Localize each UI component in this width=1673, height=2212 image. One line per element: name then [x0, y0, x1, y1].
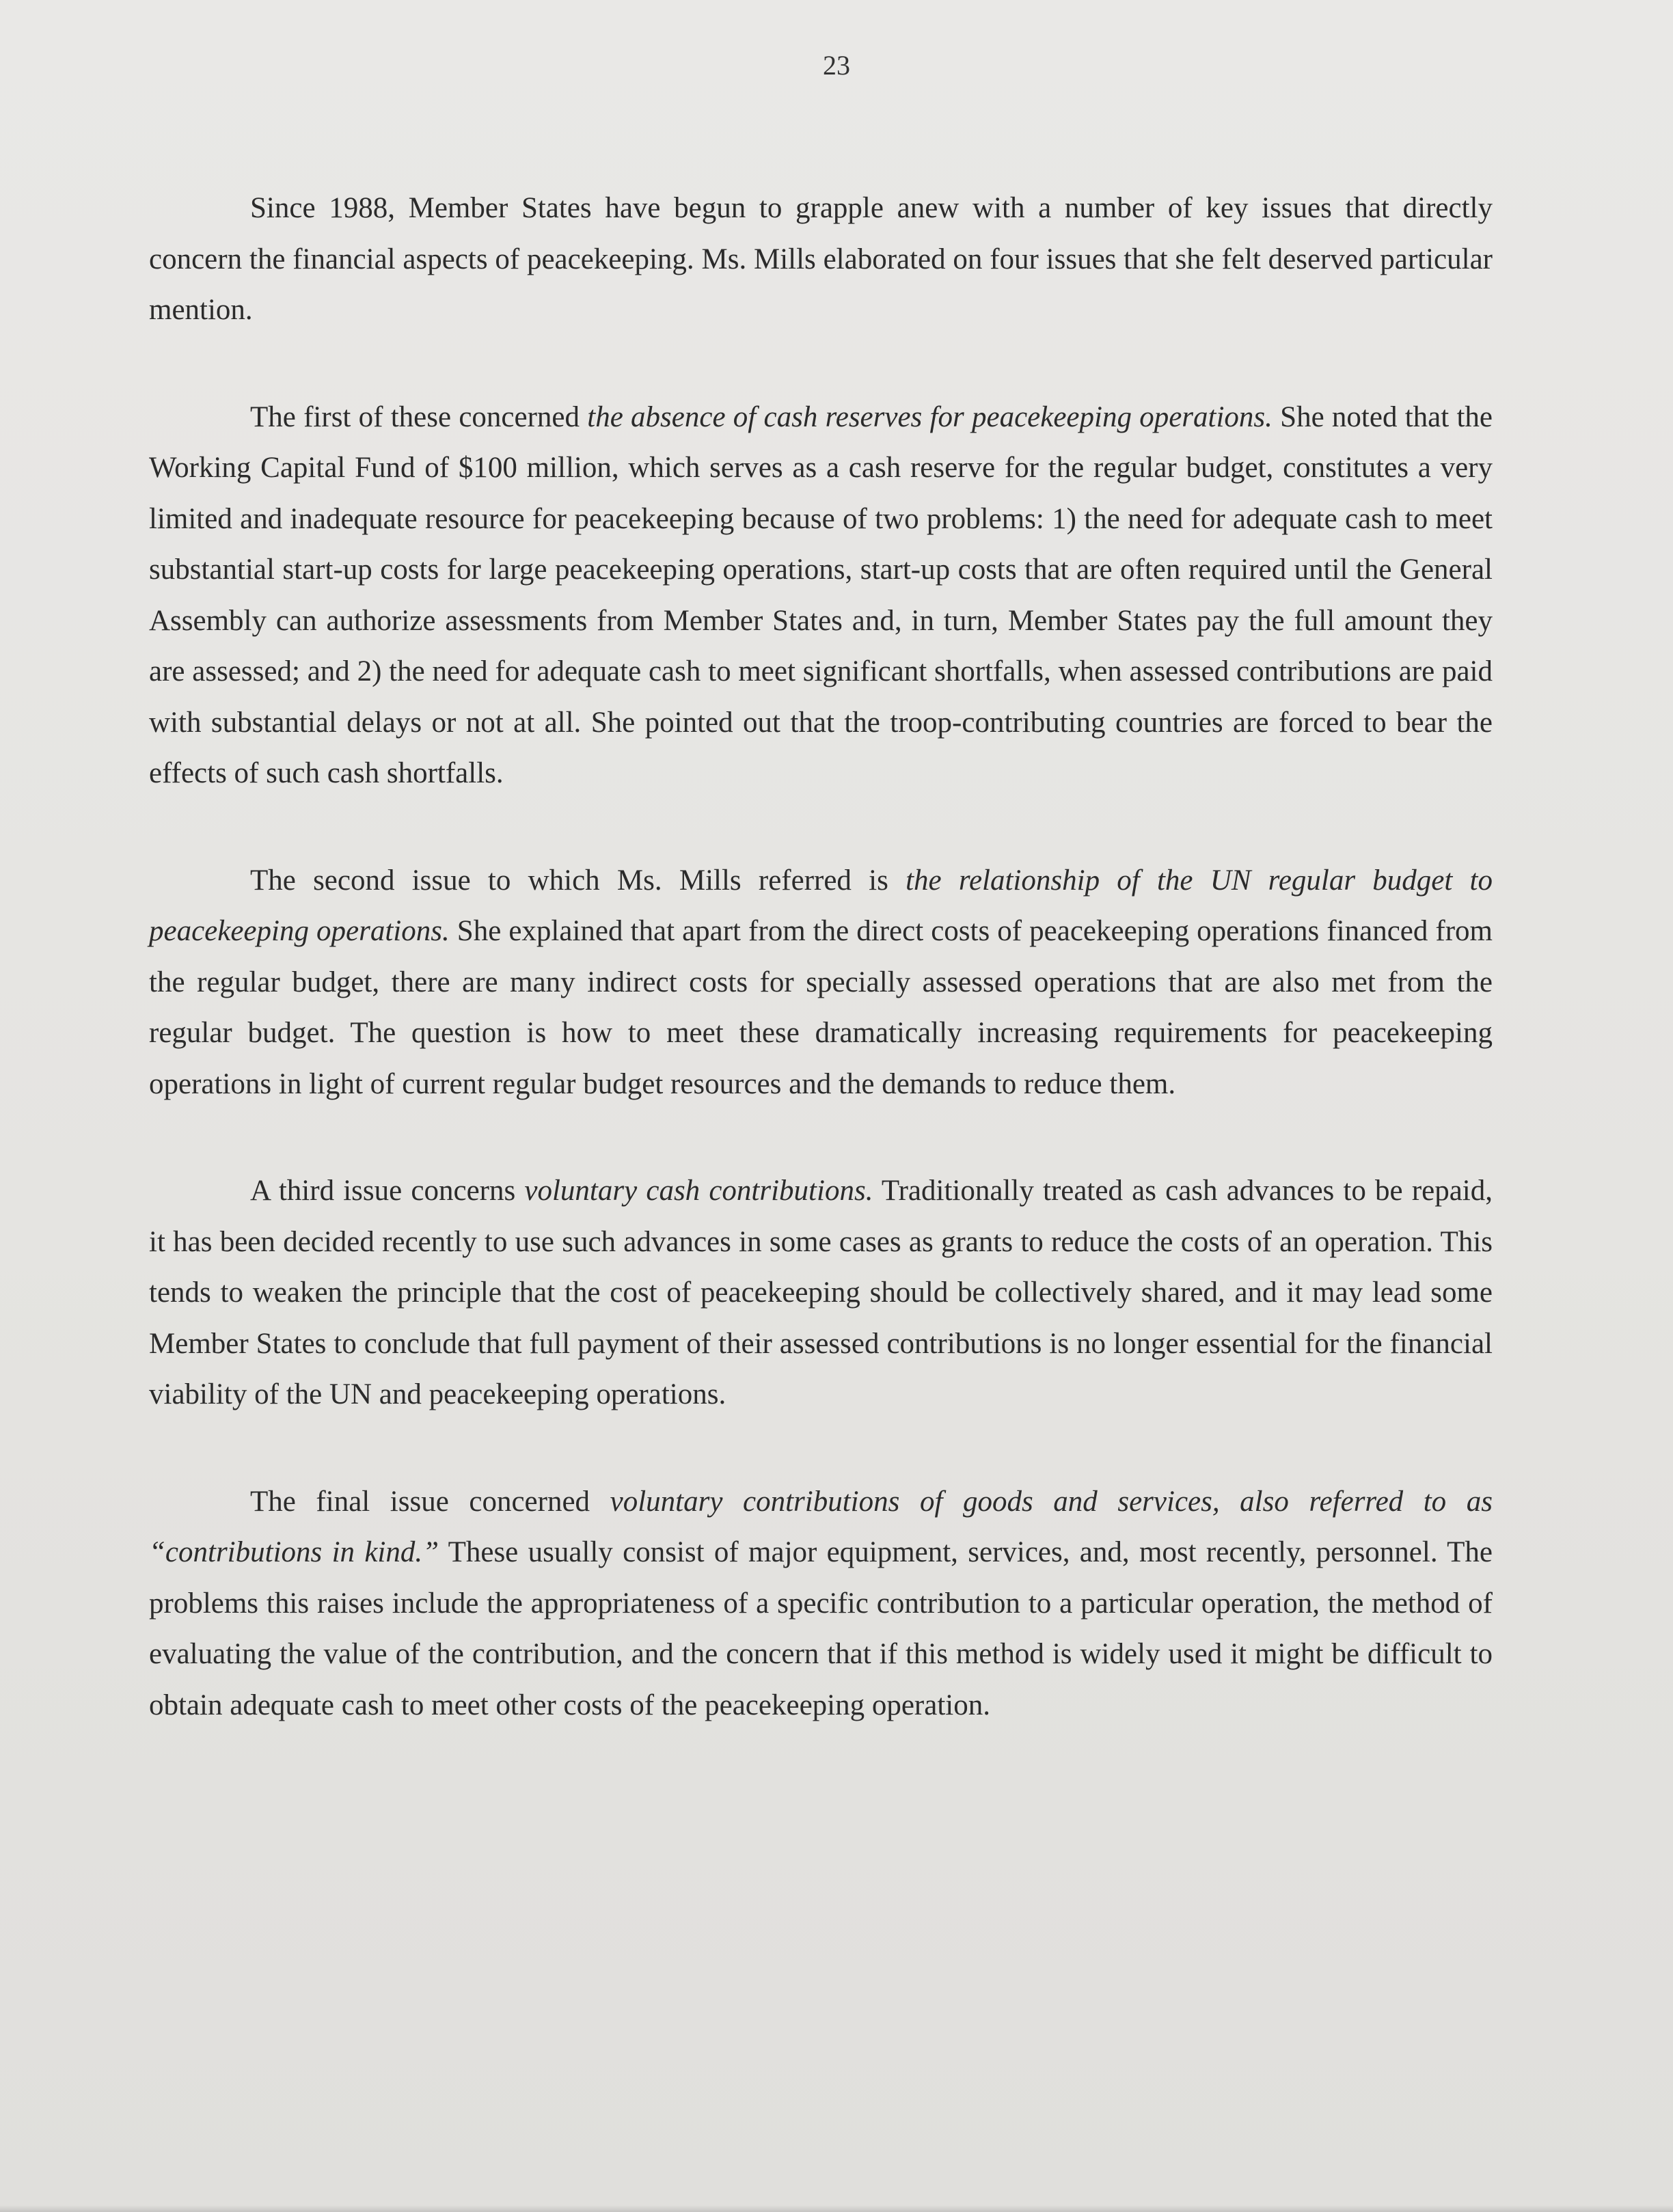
issue-title-italic: the relationship of the UN regular budget to peacekeeping operations.	[149, 864, 1493, 947]
paragraph-text: Since 1988, Member States have begun to grapple anew with a number of key issues that directly concern the financial aspects of peacekeeping. Ms. Mills elaborated on four issues that she felt deserved particular mention.	[149, 192, 1493, 326]
paragraph-text: The second issue to which Ms. Mills referred is	[250, 864, 906, 897]
paragraph-contributions-in-kind	[149, 1477, 1493, 1732]
paragraph-cash-reserves	[149, 392, 1493, 800]
body-text	[149, 183, 1493, 1731]
paragraph-text: Traditionally treated as cash advances to be repaid, it has been decided recently to use such advances in some cases as grants to reduce the costs of an operation. This tends to weaken the principle that the cost of peacekeeping should be collectively shared, and it may lead some Member States to conclude that full payment of their assessed contributions is no longer essential for the financial viability of the UN and peacekeeping operations.	[149, 1175, 1493, 1410]
page-number: 23	[823, 50, 850, 81]
issue-title-italic: voluntary contributions of goods and services, also referred to as “contributions in kind.”	[149, 1485, 1493, 1568]
issue-title-italic: voluntary cash contributions.	[524, 1175, 873, 1207]
paragraph-text: She explained that apart from the direct costs of peacekeeping operations financed from the regular budget, there are many indirect costs for specially assessed operations that are also met from the regular budget. The question is how to meet these dramatically increasing requirements for peacekeeping operations in light of current regular budget resources and the demands to reduce them.	[149, 915, 1493, 1100]
paragraph-intro	[149, 183, 1493, 336]
paragraph-regular-budget	[149, 856, 1493, 1110]
paragraph-text: These usually consist of major equipment, services, and, most recently, personnel. The problems this raises include the appropriateness of a specific contribution to a particular operation, the method of evaluating the value of the contribution, and the concern that if this method is widely used it might be difficult to obtain adequate cash to meet other costs of the peacekeeping operation.	[149, 1536, 1493, 1721]
paragraph-text: A third issue concerns	[250, 1175, 525, 1207]
page-bottom-shadow	[0, 2205, 1673, 2212]
issue-title-italic: the absence of cash reserves for peacekeeping operations.	[587, 400, 1273, 433]
paragraph-text: The final issue concerned	[250, 1485, 610, 1518]
paragraph-text: She noted that the Working Capital Fund of $100 million, which serves as a cash reserve for the regular budget, constitutes a very limited and inadequate resource for peacekeeping because of two problems: 1) the need for adequate cash to meet substantial start-up costs for large peacekeeping operations, start-up costs that are often required until the General Assembly can authorize assessments from Member States and, in turn, Member States pay the full amount they are assessed; and 2) the need for adequate cash to meet significant shortfalls, when assessed contributions are paid with substantial delays or not at all. She pointed out that the troop-contributing countries are forced to bear the effects of such cash shortfalls.	[149, 400, 1493, 789]
paragraph-text: The first of these concerned	[250, 400, 588, 433]
paragraph-voluntary-cash	[149, 1166, 1493, 1421]
